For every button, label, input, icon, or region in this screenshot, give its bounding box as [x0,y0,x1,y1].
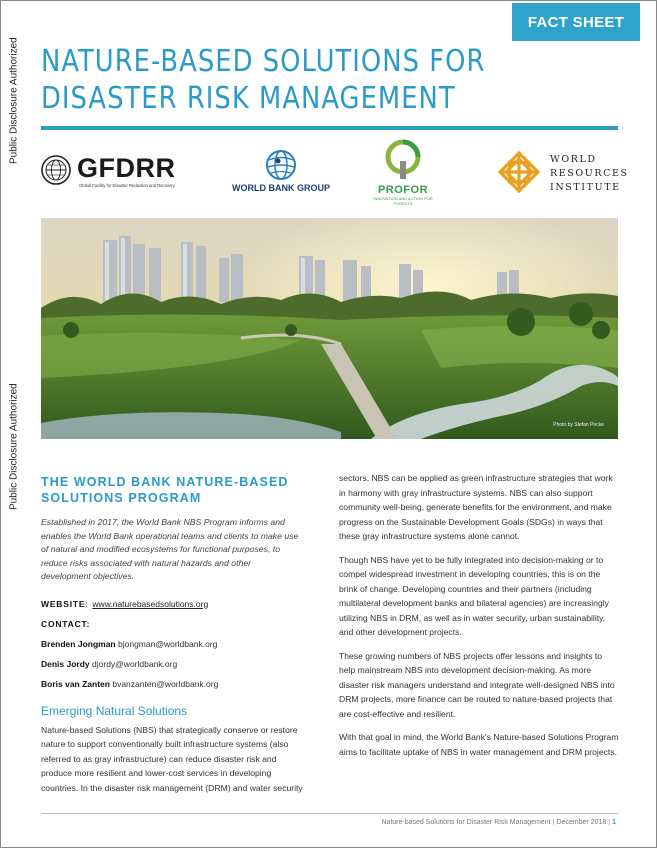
contact-email[interactable]: djordy@worldbank.org [92,658,178,669]
contact-email[interactable]: bjongman@worldbank.org [118,638,218,649]
gfdrr-subtitle: Global Facility for Disaster Reduction and Recovery [79,183,175,188]
footer-separator: | [608,819,611,826]
gfdrr-wordmark: GFDRR [77,153,176,183]
hero-photo [41,218,618,439]
fact-sheet-badge: FACT SHEET [512,3,640,41]
gfdrr-seal-icon [41,155,71,185]
title-divider [41,126,618,130]
wri-logo [498,151,629,196]
disclosure-label-bottom: Public Disclosure Authorized [8,383,20,511]
title-line-2: DISASTER RISK MANAGEMENT [41,81,456,116]
contact-item [41,658,303,670]
wri-line-3: INSTITUTE [550,182,621,193]
body-paragraph: These growing numbers of NBS projects offer lessons and insights to help mainstream NBS into development decision-making. As more disaster risk managers understand and integrate well-designed NBS into DRM projects, more finance can be routed to nature-based projects that are cost-effective and resilient. [339,650,615,719]
world-bank-globe-icon [265,149,297,181]
page-title [41,43,488,117]
profor-logo [366,139,440,209]
profor-tree-icon [381,139,425,179]
website-link[interactable]: www.naturebasedsolutions.org [92,598,209,609]
wri-wordmark [550,153,629,195]
page-footer [381,819,616,826]
wri-knot-icon [498,151,540,193]
contact-item [41,638,303,650]
page-number: 1 [612,819,616,826]
profor-subtitle: INNOVATION AND ACTION FOR FORESTS [373,196,433,206]
photo-credit: Photo by Stefan Pecke [553,422,604,428]
program-heading-line-1: THE WORLD BANK NATURE-BASED [41,475,289,489]
disclosure-label-top: Public Disclosure Authorized [8,37,20,165]
gfdrr-logo [41,151,191,195]
contact-heading [41,618,303,630]
contact-item [41,678,303,690]
body-paragraph: With that goal in mind, the World Bank's Nature-based Solutions Program aims to facilitate uptake of NBS in water management and DRM projects. [339,732,619,757]
body-paragraph: Nature-based Solutions (NBS) that strategically conserve or restore nature to support conventionally built infrastructure systems (also referred to as gray infrastructure) can reduce disaster risk and produce more resilient and lower-cost services in developing countries. In the disaster risk management (DRM) and water security [41,724,303,793]
contact-name: Brenden Jongman [41,638,116,649]
website-line: WEBSITE: www.naturebasedsolutions.org [41,598,209,609]
profor-wordmark: PROFOR [377,184,429,196]
body-paragraph: Though NBS have yet to be fully integrated into decision-making or to compel widespread investment in developing countries, this is on the brink of change. Developing countries and their partners (including multilateral development banks and bilateral agencies) are increasingly utilizing NBS in DRM, as well as in water security, urban sustainability, and other development projects. [339,554,609,637]
footer-divider [41,813,618,814]
contact-email[interactable]: bvanzanten@worldbank.org [112,678,219,689]
footer-date: December 2018 [556,819,607,826]
contact-label: CONTACT: [41,618,91,629]
program-intro: Established in 2017, the World Bank NBS Program informs and enables the World Bank operational teams and clients to make use of natural and modified ecosystems for functional purposes, to reduce risks associated with natural hazards and other development objectives. [41,517,299,581]
website-label: WEBSITE [41,598,86,609]
footer-separator: | [552,819,555,826]
body-paragraph: sectors, NBS can be applied as green infrastructure strategies that work in harmony with gray infrastructure systems. NBS can also support community well-being, generate benefits for the environment, and make progress on the Sustainable Development Goals (SDGs) in ways that these gray infrastructure systems alone cannot. [339,473,613,541]
wri-line-2: RESOURCES [550,168,629,179]
contact-name: Boris van Zanten [41,678,110,689]
contact-name: Denis Jordy [41,658,90,669]
right-column [339,471,619,768]
world-bank-group-wordmark: WORLD BANK GROUP [232,183,330,193]
wri-line-1: WORLD [550,154,597,165]
program-heading-line-2: SOLUTIONS PROGRAM [41,491,202,505]
footer-title: Nature-based Solutions for Disaster Risk Management [381,819,551,826]
left-column [41,471,303,804]
park-skyline-illustration [41,218,618,439]
world-bank-group-logo [231,149,331,199]
program-heading [41,474,303,506]
title-line-1: NATURE-BASED SOLUTIONS FOR [41,44,486,79]
emerging-solutions-heading: Emerging Natural Solutions [41,703,188,718]
